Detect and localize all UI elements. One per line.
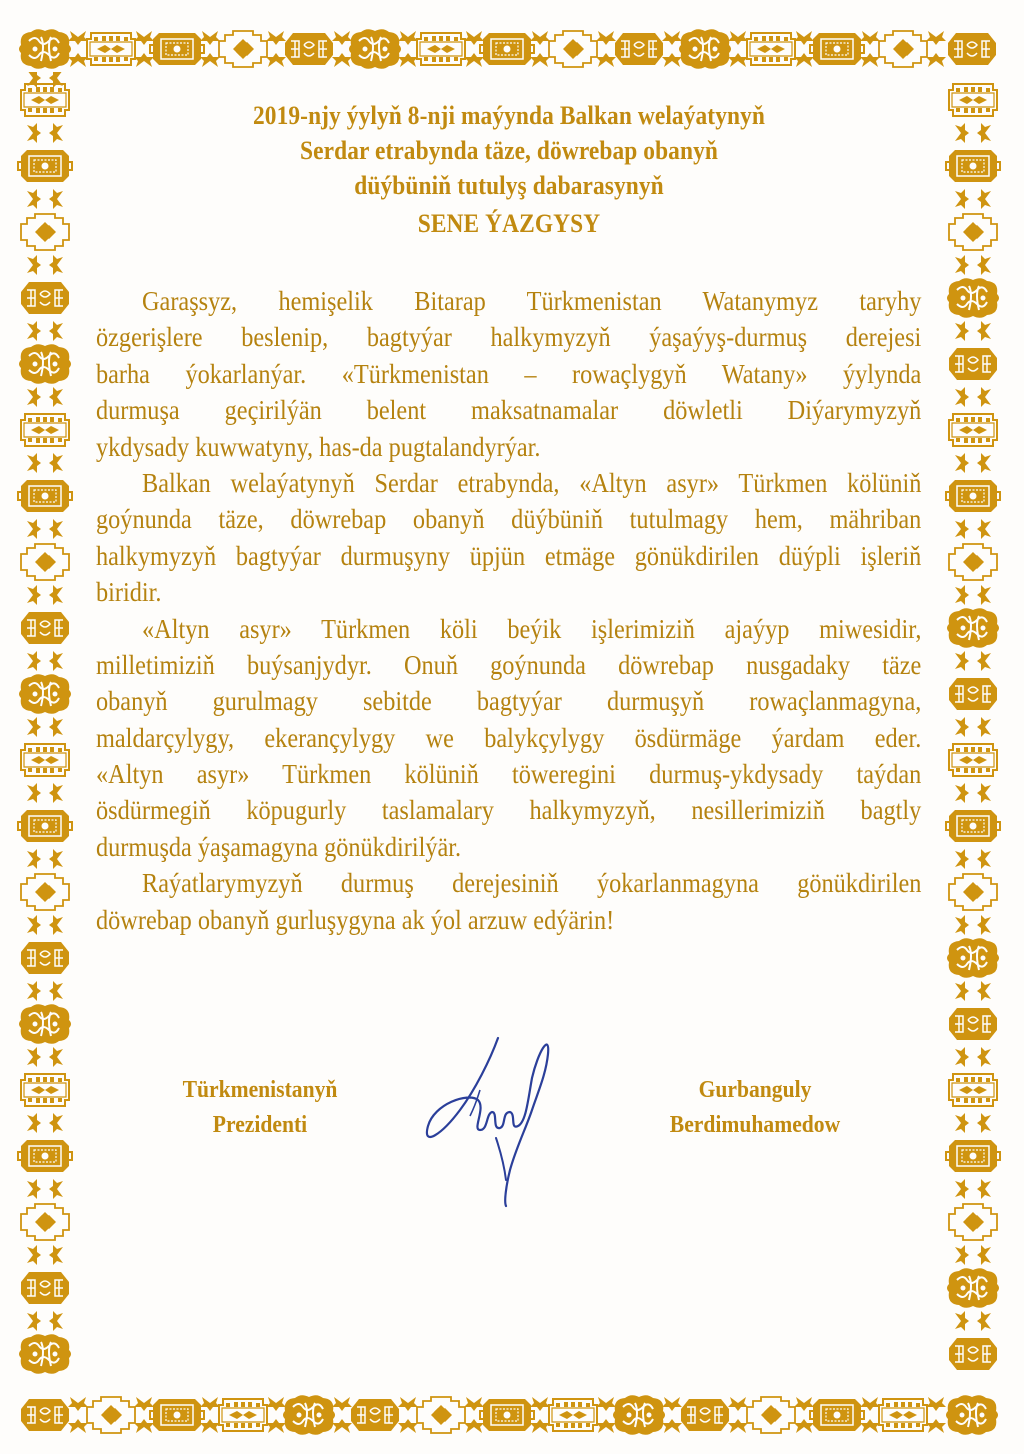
- text-line: halkymyzyň bagtyýar durmuşyny üpjün etmäge gönükdirilen düýpli işleriň: [96, 540, 922, 571]
- text-line: «Altyn asyr» Türkmen kölüniň töweregini durmuş-ykdysady taýdan: [96, 759, 922, 790]
- text-line: Raýatlarymyzyň durmuş derejesiniň ýokarlanmagyna gönükdirilen: [142, 868, 922, 899]
- text-line: «Altyn asyr» Türkmen köli beýik işlerimiziň ajaýyp miwesidir,: [142, 613, 922, 644]
- signatory-title: Türkmenistanyň Prezidenti: [182, 1077, 338, 1138]
- heading-line-3: düýbüniň tutulyş dabarasynyň: [354, 171, 664, 200]
- text-line: ykdysady kuwwatyny, has-da pugtalandyrýar.: [96, 431, 541, 462]
- text-line: ösdürmegiň köpugurly taslamalary halkymyzyň, nesillerimiziň bagtly: [96, 795, 922, 826]
- gul-stepped-medallion: [87, 33, 135, 65]
- handwritten-signature-icon: [420, 1030, 620, 1210]
- heading-line-1: 2019-njy ýylyň 8-nji maýynda Balkan welaýatynyň: [253, 101, 765, 130]
- document-title: SENE ÝAZGYSY: [417, 209, 601, 238]
- ornament-border-left: [17, 72, 73, 1392]
- signatory-name: Gurbanguly Berdimuhamedow: [669, 1077, 841, 1138]
- document-heading: [96, 98, 922, 241]
- text-line: biridir.: [96, 577, 162, 608]
- text-line: döwrebap obanyň gurluşygyna ak ýol arzuw edýärin!: [96, 904, 615, 935]
- text-line: durmuşa geçirilýän belent maksatnamalar döwletli Diýarymyzyň: [96, 395, 922, 426]
- letter-body: [96, 283, 922, 938]
- paragraph-2: [96, 465, 922, 611]
- gul-diamond-medallion: [219, 31, 267, 67]
- paragraph-3: [96, 611, 922, 866]
- paragraph-1: [96, 283, 922, 465]
- heading-line-2: Serdar etrabynda täze, döwrebap obanyň: [300, 136, 718, 165]
- text-line: barha ýokarlanýar. «Türkmenistan – rowaçlygyň Watany» ýylynda: [96, 358, 922, 389]
- text-line: Garaşsyz, hemişelik Bitarap Türkmenistan Watanymyz taryhy: [142, 286, 922, 316]
- ornament-border-bottom: [17, 1392, 1001, 1438]
- gul-octagon-medallion: [150, 33, 204, 65]
- text-line: milletimiziň buýsanjydyr. Onuň goýnunda döwrebap nusgadaky täze: [96, 649, 922, 680]
- ornament-border-top: [17, 26, 1001, 72]
- gul-cloud-medallion: [19, 29, 71, 69]
- text-line: Balkan welaýatynyň Serdar etrabynda, «Altyn asyr» Türkmen kölüniň: [142, 467, 922, 498]
- text-line: durmuşda ýaşamagyna gönükdirilýär.: [96, 831, 462, 862]
- gul-hex-medallion: [285, 33, 333, 65]
- text-line: goýnunda täze, döwrebap obanyň düýbüniň tutulmagy hem, mähriban: [96, 504, 922, 535]
- ornament-border-right: [945, 72, 1001, 1392]
- text-line: özgerişlere beslenip, bagtyýar halkymyzyň ýaşaýyş-durmuş derejesi: [96, 322, 922, 353]
- paragraph-4: [96, 865, 922, 938]
- text-line: maldarçylygy, ekerançylygy we balykçylygy ösdürmäge ýardam eder.: [96, 722, 922, 753]
- text-line: obanyň gurulmagy sebitde bagtyýar durmuşyň rowaçlanmagyna,: [96, 686, 922, 717]
